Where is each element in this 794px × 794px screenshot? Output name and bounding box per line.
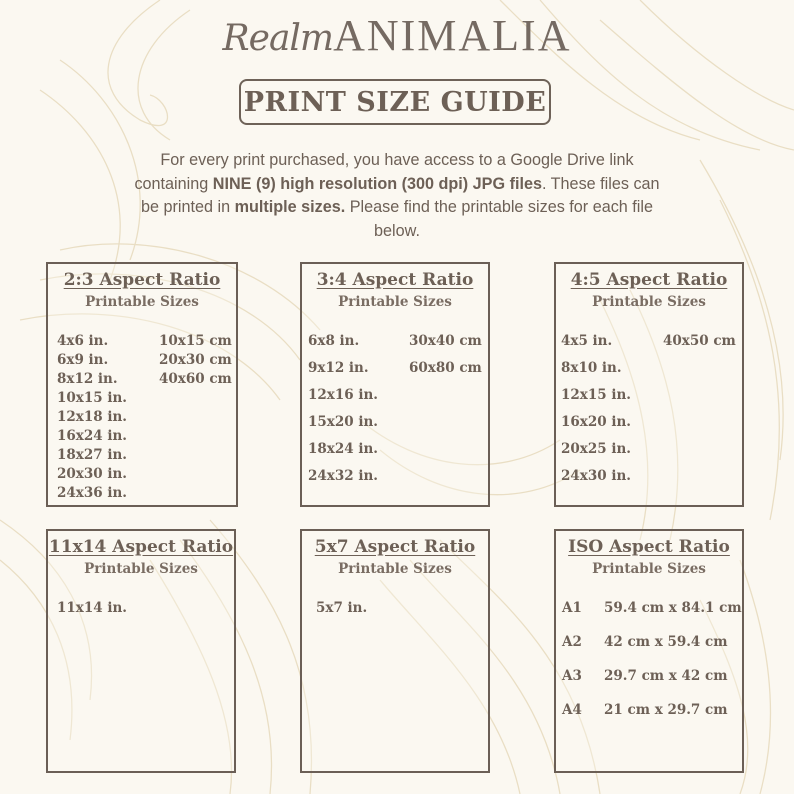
size-inches: 24x36 in. — [57, 485, 127, 501]
size-inches: 12x15 in. — [561, 387, 631, 403]
card-iso-aspect-ratio — [554, 529, 744, 773]
card-title: 11x14 Aspect Ratio — [48, 537, 234, 557]
card-subtitle: Printable Sizes — [592, 561, 706, 577]
card-title: 4:5 Aspect Ratio — [570, 270, 728, 290]
iso-code: A4 — [562, 702, 582, 718]
size-inches: 24x30 in. — [561, 468, 631, 484]
size-cm: 20x30 cm — [159, 352, 232, 368]
size-inches: 5x7 in. — [316, 600, 368, 616]
intro-line-3: be printed in multiple sizes. Please find the printable sizes for each file — [141, 198, 653, 216]
intro-line-2: containing NINE (9) high resolution (300 dpi) JPG files. These files can — [134, 174, 660, 193]
size-inches: 12x16 in. — [308, 387, 378, 403]
card-4x5-aspect-ratio — [554, 262, 744, 507]
page-title: PRINT SIZE GUIDE — [243, 86, 547, 118]
size-inches: 16x24 in. — [57, 428, 127, 444]
size-inches: 20x30 in. — [57, 466, 127, 482]
card-title: ISO Aspect Ratio — [568, 537, 730, 557]
brand-script-wordmark: Realm — [222, 18, 334, 59]
size-inches: 16x20 in. — [561, 414, 631, 430]
size-cm: 30x40 cm — [409, 333, 482, 349]
iso-code: A1 — [562, 600, 582, 616]
intro-line-4: below. — [374, 221, 420, 240]
card-5x7-aspect-ratio — [300, 529, 490, 773]
page-title-box — [239, 79, 551, 125]
size-cm: 60x80 cm — [409, 360, 482, 376]
card-2x3-aspect-ratio — [46, 262, 238, 507]
size-inches: 8x10 in. — [561, 360, 622, 376]
size-inches: 15x20 in. — [308, 414, 378, 430]
card-subtitle: Printable Sizes — [84, 561, 198, 577]
size-inches: 8x12 in. — [57, 371, 118, 387]
card-subtitle: Printable Sizes — [338, 294, 452, 310]
size-inches: 9x12 in. — [308, 360, 369, 376]
size-inches: 12x18 in. — [57, 409, 127, 425]
size-cm: 10x15 cm — [159, 333, 232, 349]
iso-size: 42 cm x 59.4 cm — [604, 634, 728, 650]
size-cm: 40x50 cm — [663, 333, 736, 349]
card-11x14-aspect-ratio — [46, 529, 236, 773]
size-inches: 6x9 in. — [57, 352, 109, 368]
card-3x4-aspect-ratio — [300, 262, 490, 507]
intro-paragraph — [100, 149, 694, 243]
card-title: 3:4 Aspect Ratio — [316, 270, 474, 290]
size-inches: 18x24 in. — [308, 441, 378, 457]
card-subtitle: Printable Sizes — [592, 294, 706, 310]
brand-wordmark: ANIMALIA — [333, 11, 572, 60]
iso-code: A3 — [562, 668, 582, 684]
iso-size: 59.4 cm x 84.1 cm — [604, 600, 742, 616]
iso-code: A2 — [562, 634, 582, 650]
size-inches: 4x5 in. — [561, 333, 613, 349]
intro-line-1: For every print purchased, you have access to a Google Drive link — [160, 151, 634, 169]
card-subtitle: Printable Sizes — [85, 294, 199, 310]
size-cm: 40x60 cm — [159, 371, 232, 387]
size-inches: 11x14 in. — [57, 600, 127, 616]
card-title: 2:3 Aspect Ratio — [63, 270, 221, 290]
iso-size: 21 cm x 29.7 cm — [604, 702, 728, 718]
size-inches: 10x15 in. — [57, 390, 127, 406]
size-inches: 4x6 in. — [57, 333, 109, 349]
iso-size: 29.7 cm x 42 cm — [604, 668, 728, 684]
card-title: 5x7 Aspect Ratio — [314, 537, 476, 557]
card-subtitle: Printable Sizes — [338, 561, 452, 577]
size-inches: 18x27 in. — [57, 447, 127, 463]
size-inches: 20x25 in. — [561, 441, 631, 457]
size-inches: 24x32 in. — [308, 468, 378, 484]
brand-logo — [0, 10, 794, 61]
size-inches: 6x8 in. — [308, 333, 360, 349]
